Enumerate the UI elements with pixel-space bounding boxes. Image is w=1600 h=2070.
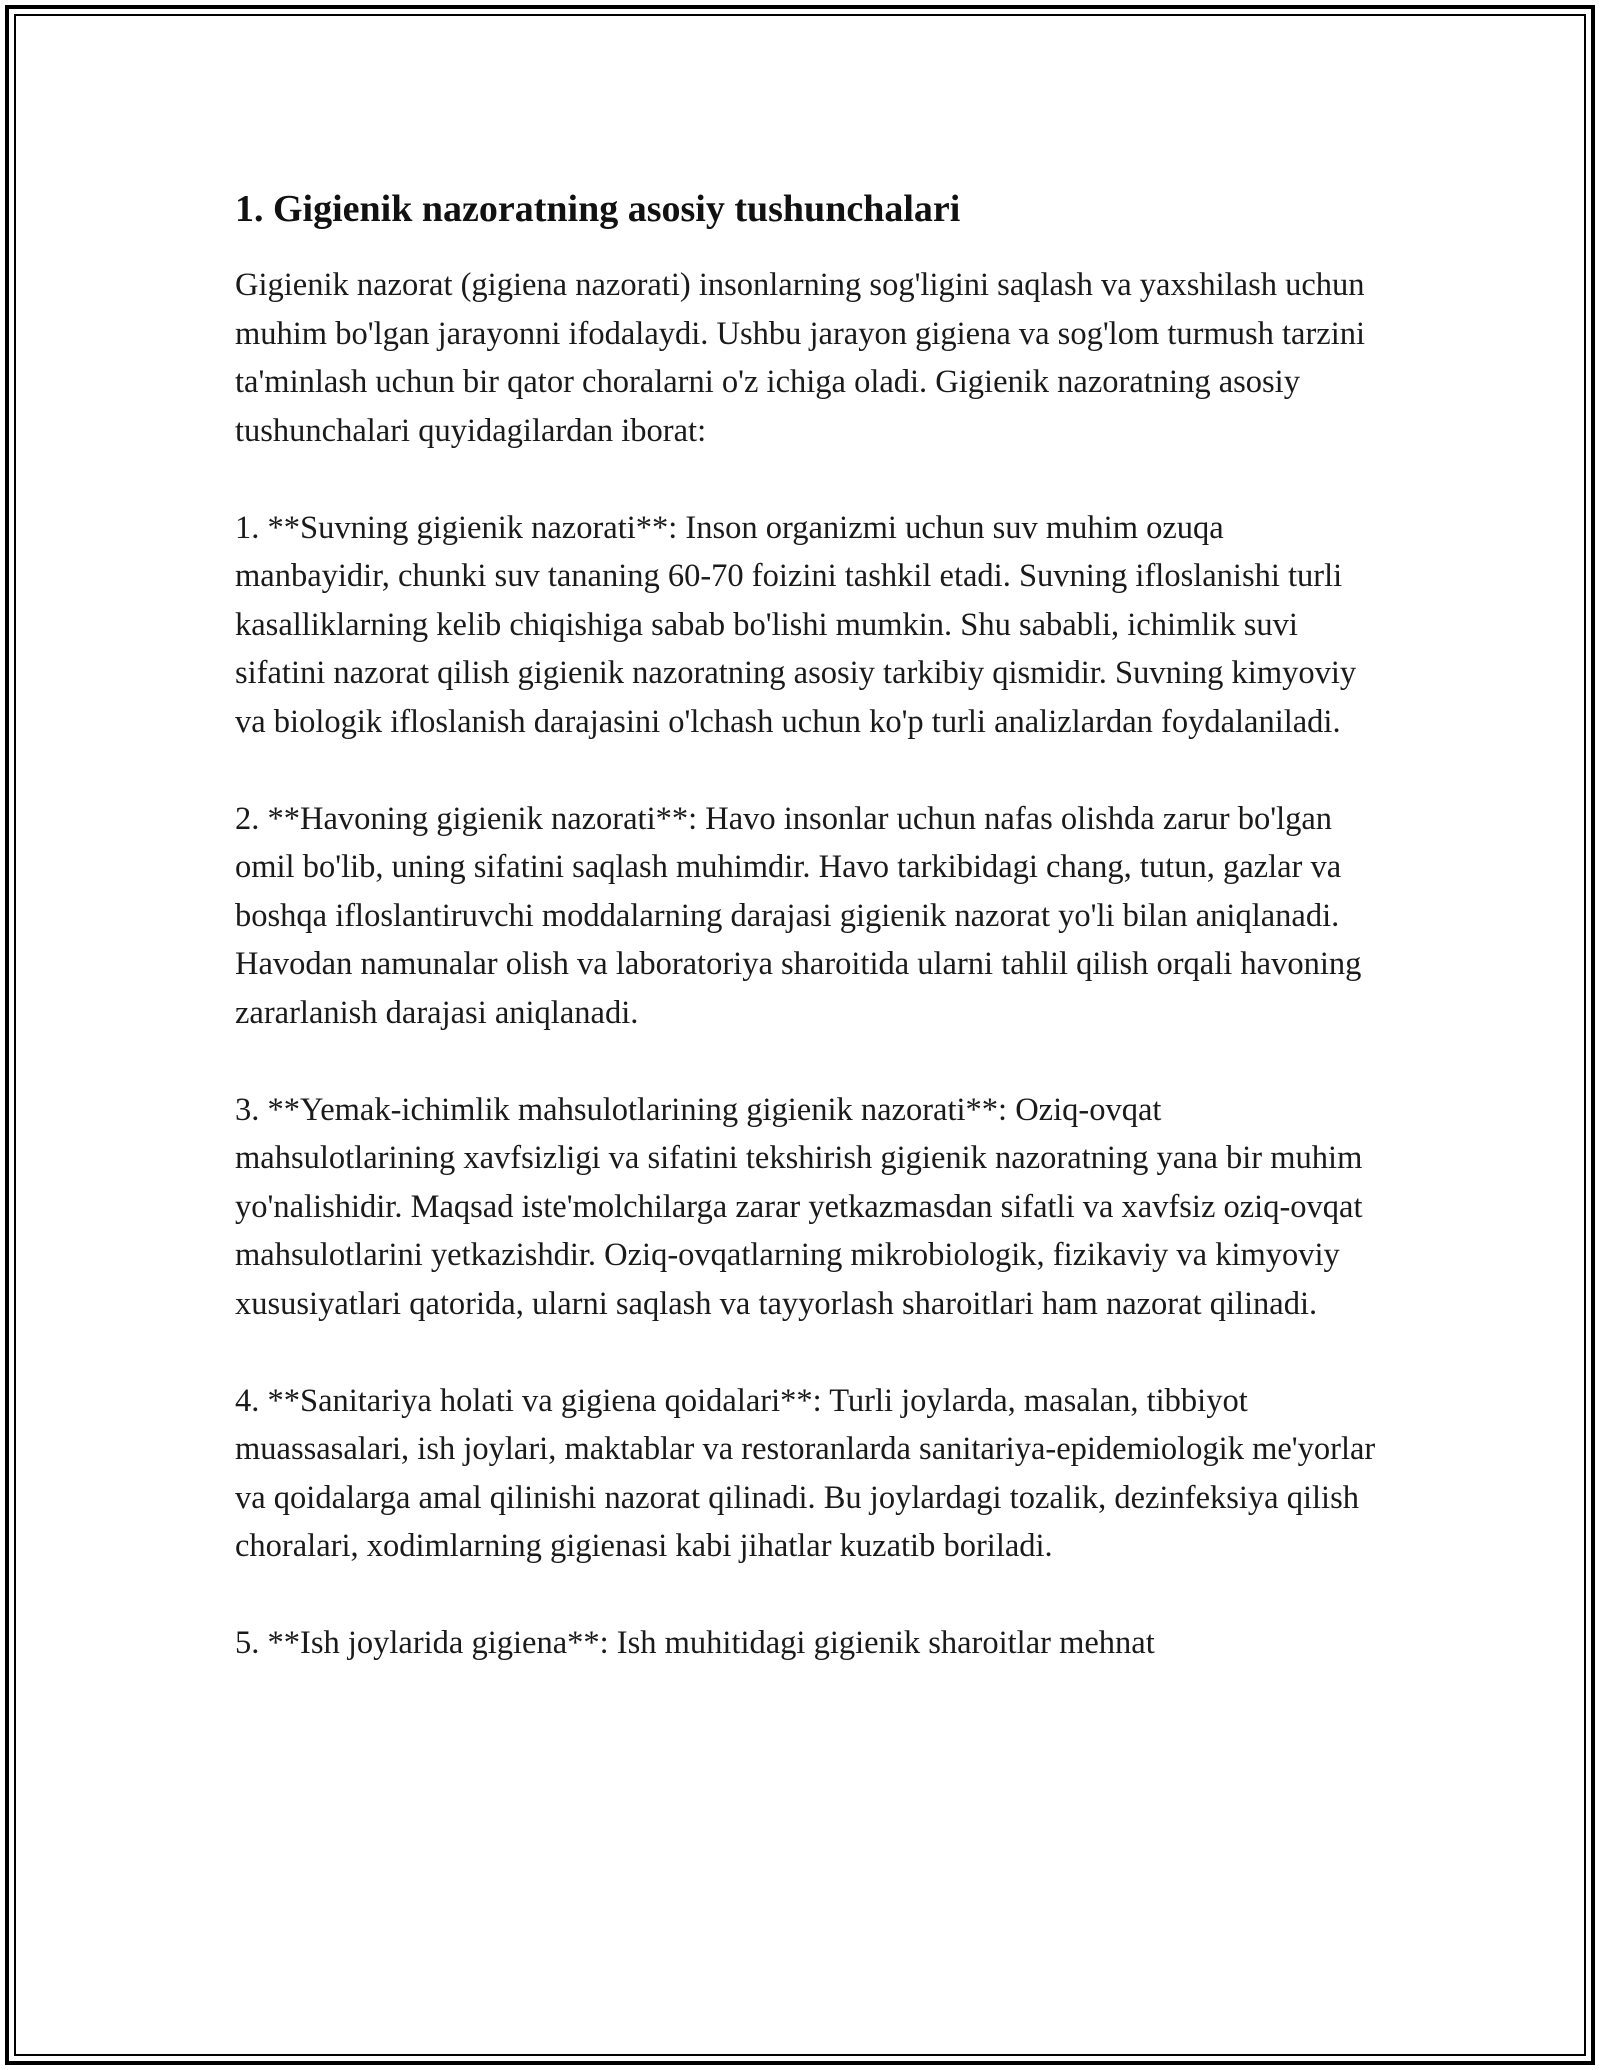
list-item: 1. **Suvning gigienik nazorati**: Inson organizmi uchun suv muhim ozuqa manbayidir, chunki suv tananing 60-70 foizini tashkil etadi. Suvning ifloslanishi turli kasalliklarning kelib chiqishiga sabab bo'lishi mumkin. Shu sababli, ichimlik suvi sifatini nazorat qilish gigienik nazoratning asosiy tarkibiy qismidir. Suvning kimyoviy va biologik ifloslanish darajasini o'lchash uchun ko'p turli analizlardan foydalaniladi. [235, 509, 1357, 740]
list-item: 4. **Sanitariya holati va gigiena qoidalari**: Turli joylarda, masalan, tibbiyot muassasalari, ish joylari, maktablar va restoranlarda sanitariya-epidemiologik me'yorlar va qoidalarga amal qilinishi nazorat qilinadi. Bu joylardagi tozalik, dezinfeksiya qilish choralari, xodimlarning gigienasi kabi jihatlar kuzatib boriladi. [235, 1382, 1376, 1564]
list-item: 5. **Ish joylarida gigiena**: Ish muhitidagi gigienik sharoitlar mehnat [235, 1625, 1155, 1661]
intro-paragraph: Gigienik nazorat (gigiena nazorati) insonlarning sog'ligini saqlash va yaxshilash uchun muhim bo'lgan jarayonni ifodalaydi. Ushbu jarayon gigiena va sog'lom turmush tarzini ta'minlash uchun bir qator choralarni o'z ichiga oladi. Gigienik nazoratning asosiy tushunchalari quyidagilardan iborat: [235, 267, 1366, 449]
list-item: 3. **Yemak-ichimlik mahsulotlarining gigienik nazorati**: Oziq-ovqat mahsulotlarining xavfsizligi va sifatini tekshirish gigienik nazoratning yana bir muhim yo'nalishidir. Maqsad iste'molchilarga zarar yetkazmasdan sifatli va xavfsiz oziq-ovqat mahsulotlarini yetkazishdir. Oziq-ovqatlarning mikrobiologik, fizikaviy va kimyoviy xususiyatlari qatorida, ularni saqlash va tayyorlash sharoitlari ham nazorat qilinadi. [235, 1091, 1363, 1322]
list-item: 2. **Havoning gigienik nazorati**: Havo insonlar uchun nafas olishda zarur bo'lgan omil bo'lib, uning sifatini saqlash muhimdir. Havo tarkibidagi chang, tutun, gazlar va boshqa ifloslantiruvchi moddalarning darajasi gigienik nazorat yo'li bilan aniqlanadi. Havodan namunalar olish va laboratoriya sharoitida ularni tahlil qilish orqali havoning zararlanish darajasi aniqlanadi. [235, 800, 1362, 1031]
document-body [235, 185, 1385, 1668]
section-heading: 1. Gigienik nazoratning asosiy tushunchalari [235, 188, 961, 230]
